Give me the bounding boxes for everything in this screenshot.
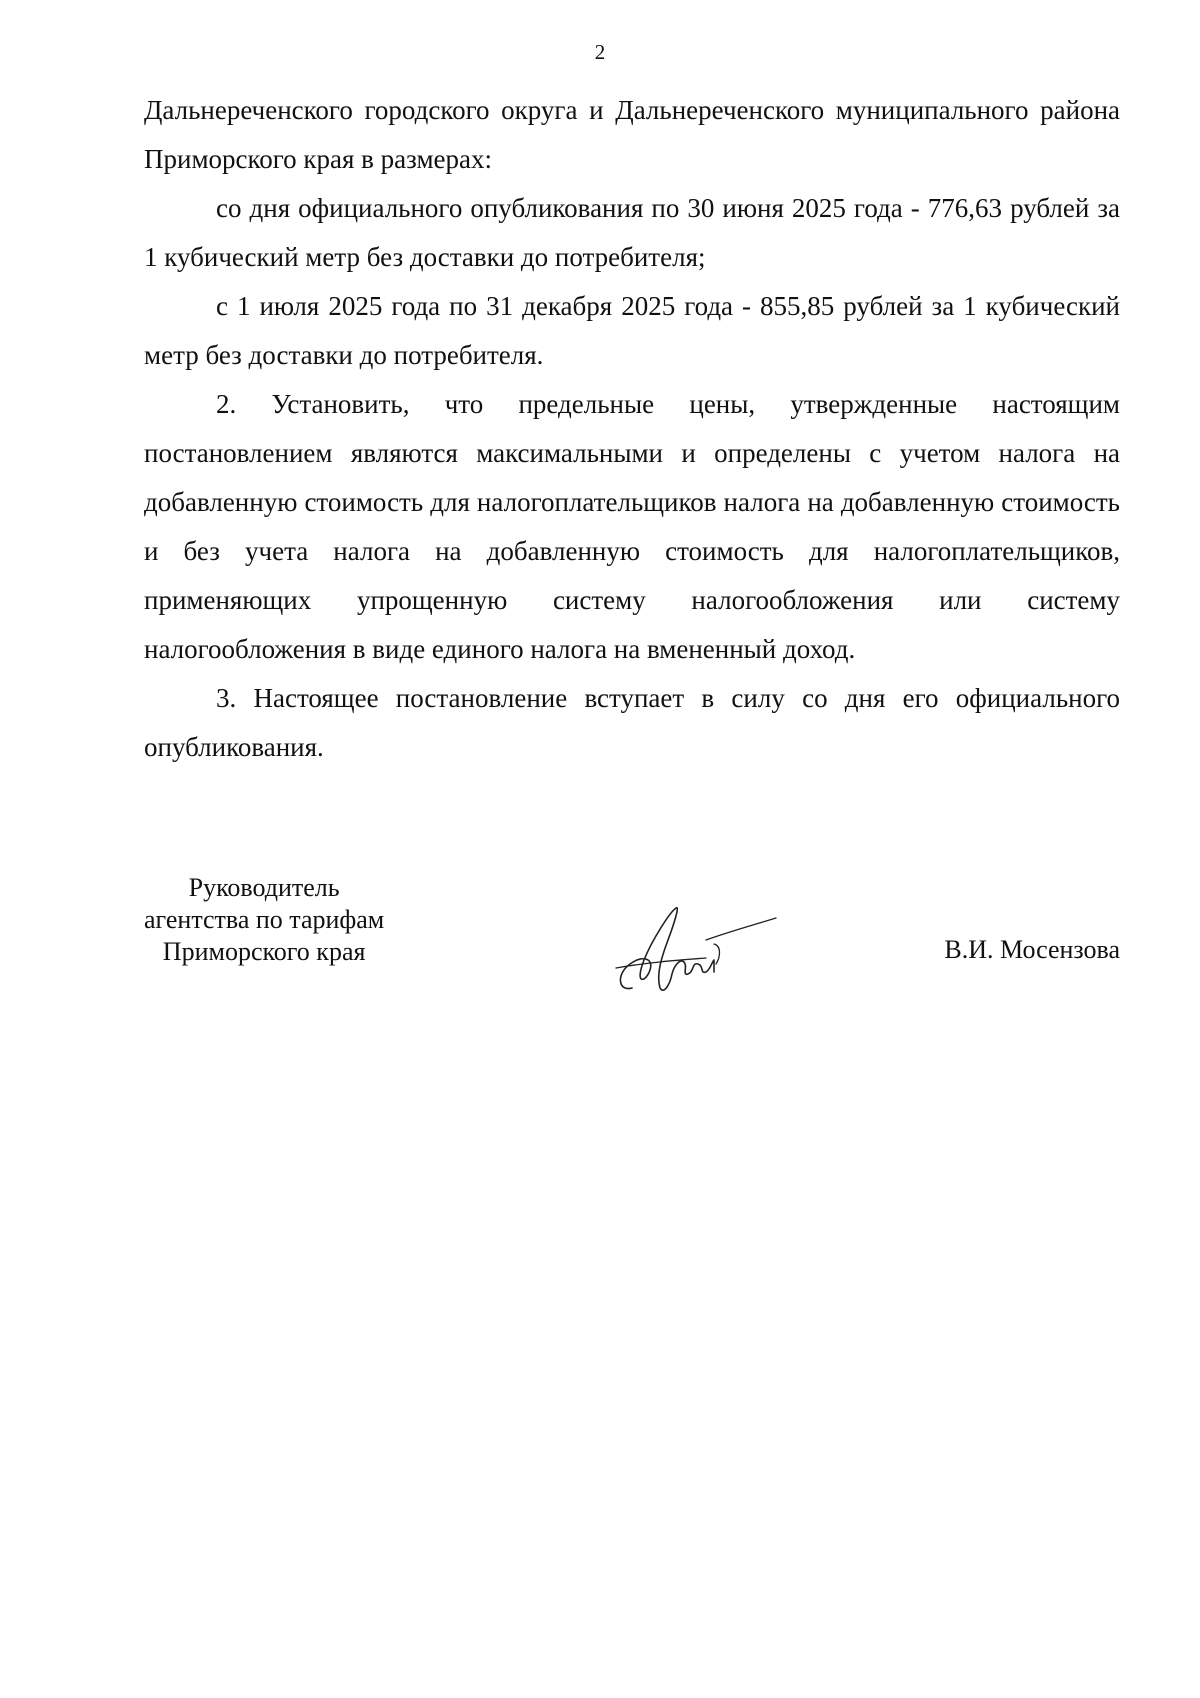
- signer-name: В.И. Мосензова: [944, 935, 1120, 964]
- paragraph-continuation: Дальнереченского городского округа и Дальнереченского муниципального района Приморского края в размерах:: [144, 95, 1120, 174]
- document-body: [144, 86, 1120, 772]
- signer-title-line: Руководитель: [188, 873, 340, 902]
- paragraph-item-2: 2. Установить, что предельные цены, утвержденные настоящим постановлением являются максимальными и определены с учетом налога на добавленную стоимость для налогоплательщиков налога на добавленную стоимость и без учета налога на добавленную стоимость для налогоплательщиков, применяющих упрощенную систему налогообложения или систему налогообложения в виде единого налога на вмененный доход.: [144, 389, 1120, 664]
- page-number: 2: [594, 40, 606, 64]
- paragraph-price-second-period: с 1 июля 2025 года по 31 декабря 2025 года - 855,85 рублей за 1 кубический метр без доставки до потребителя.: [144, 291, 1120, 370]
- signer-title-line: агентства по тарифам: [144, 905, 385, 934]
- paragraph-price-first-period: со дня официального опубликования по 30 июня 2025 года - 776,63 рублей за 1 кубический метр без доставки до потребителя;: [144, 193, 1120, 272]
- paragraph-item-3: 3. Настоящее постановление вступает в силу со дня его официального опубликования.: [144, 683, 1120, 762]
- signer-title-block: [144, 872, 384, 968]
- signer-title-line: Приморского края: [162, 937, 366, 966]
- handwritten-signature: [610, 900, 780, 1000]
